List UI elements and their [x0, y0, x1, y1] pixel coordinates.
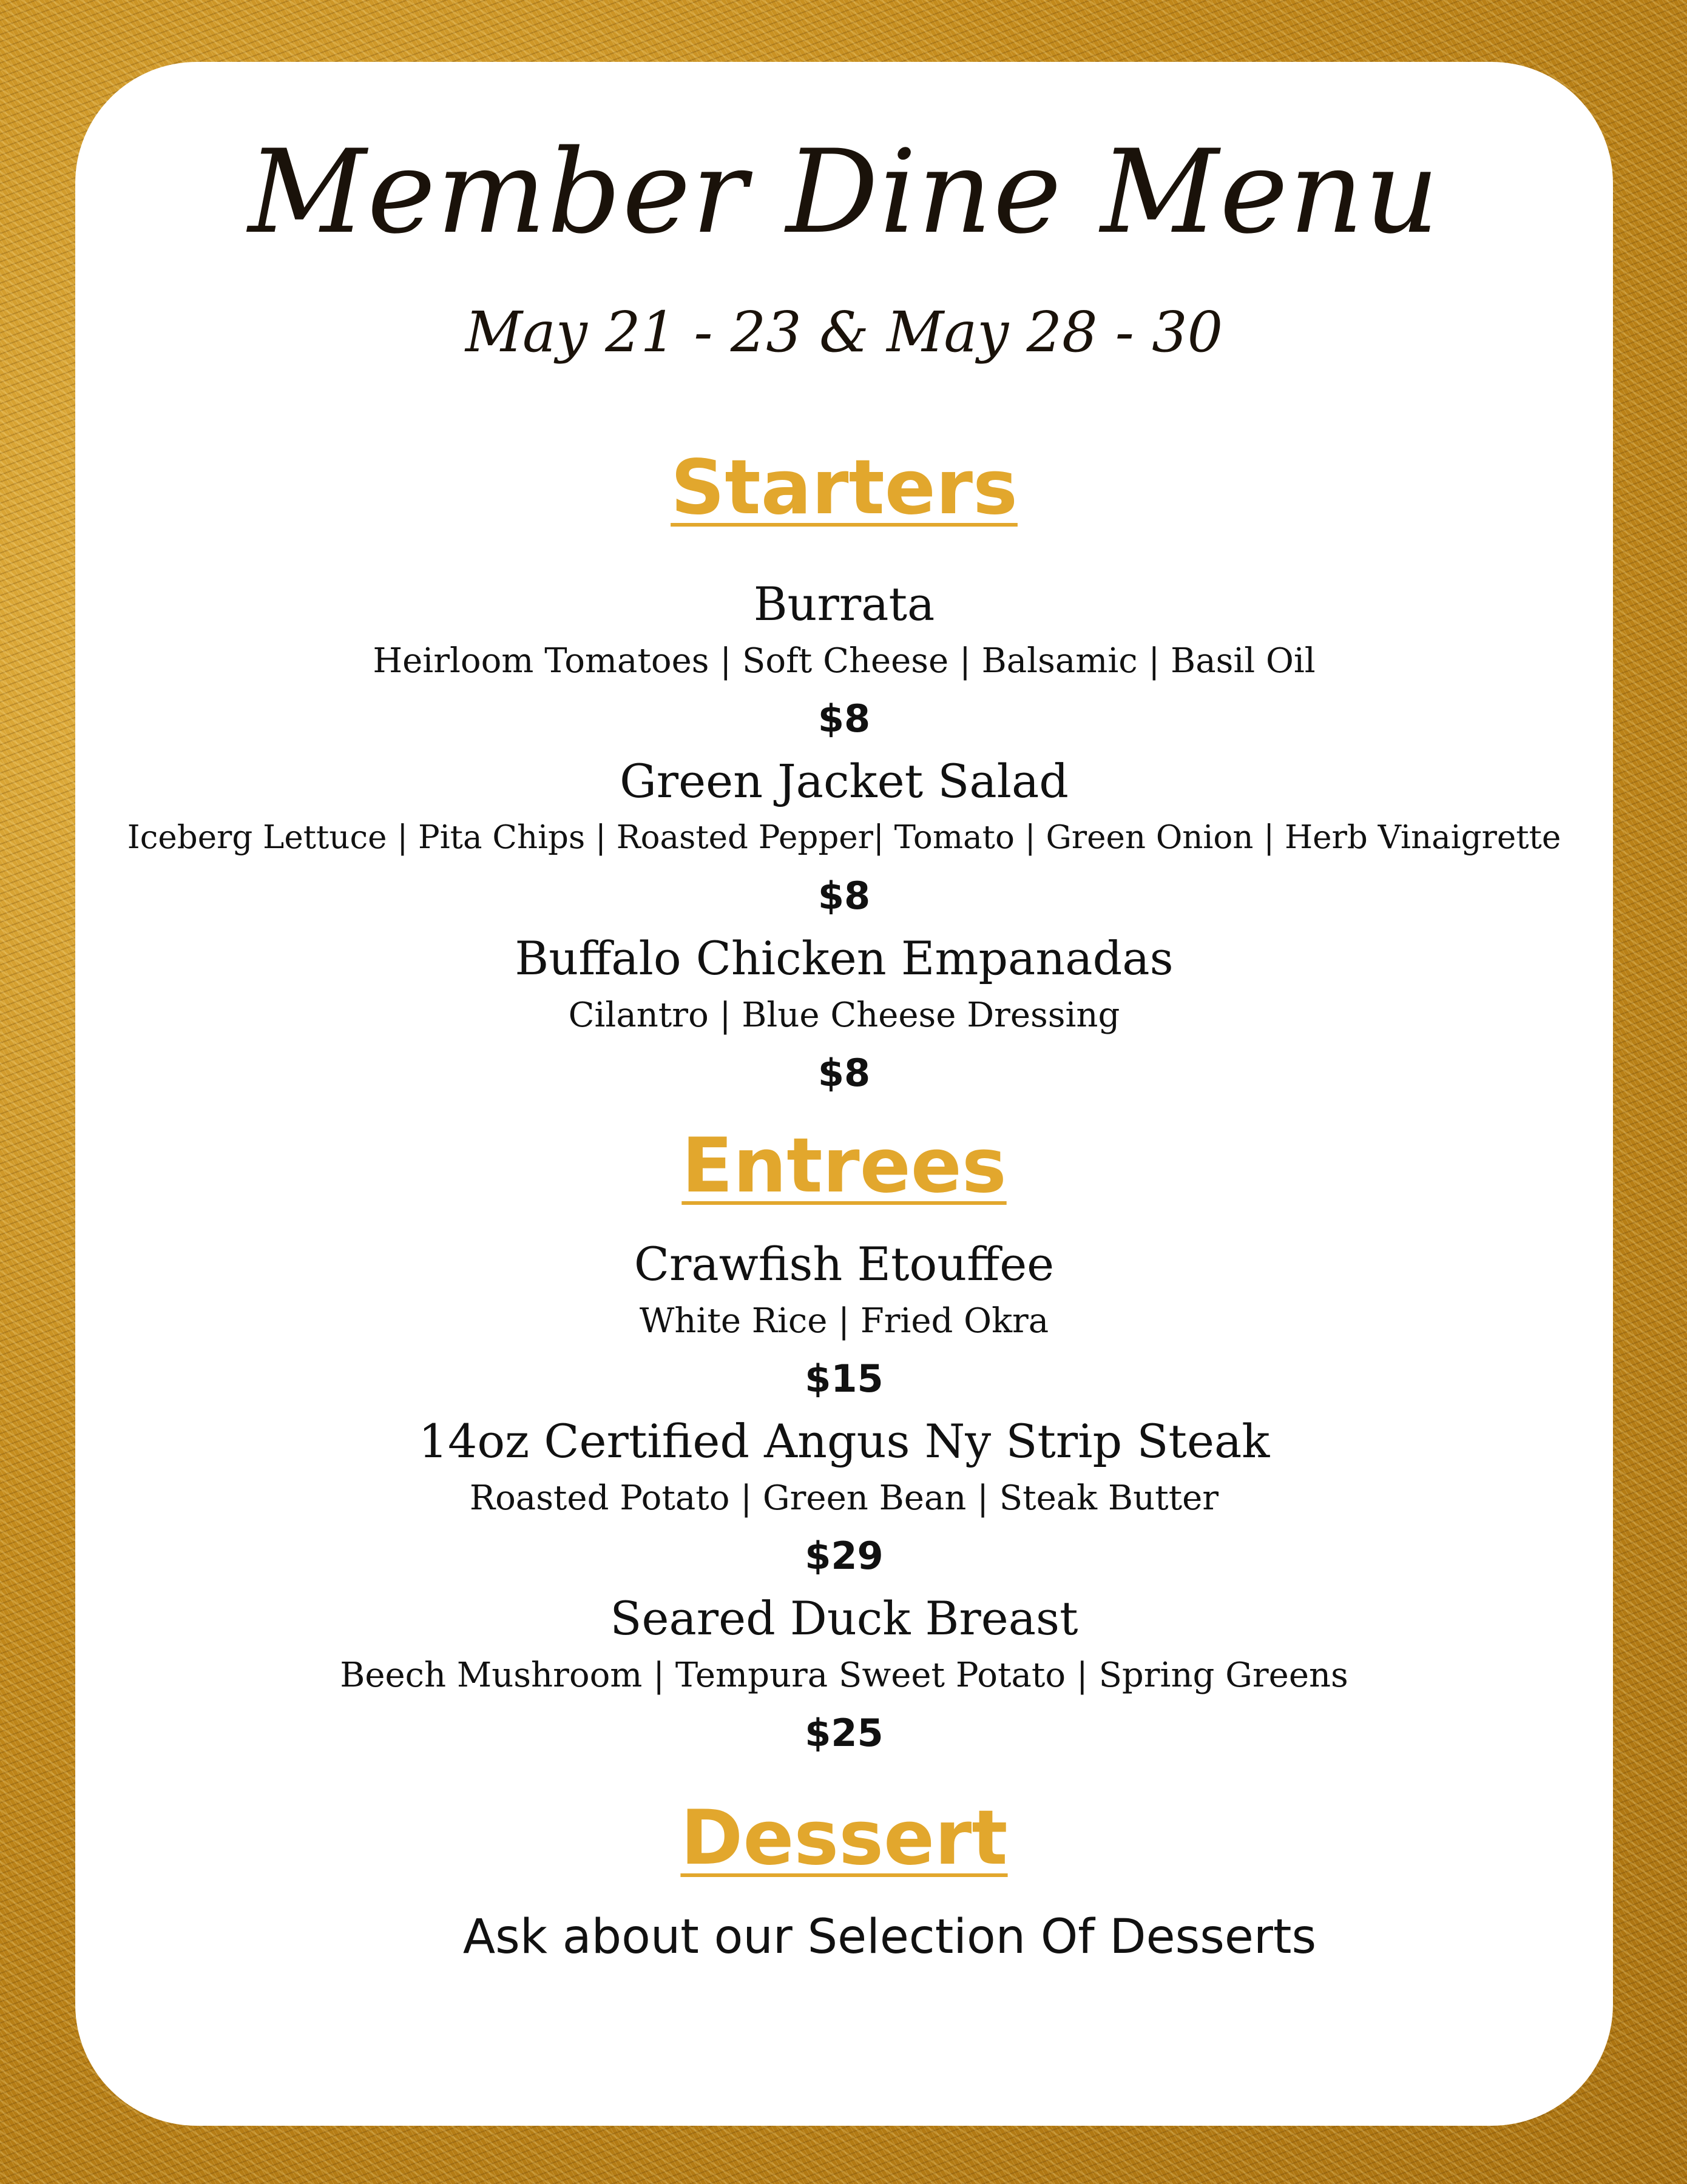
dish-description-crawfish-etouffee: White Rice | Fried Okra — [639, 1301, 1049, 1341]
menu-card — [75, 62, 1613, 2126]
section-heading-starters: Starters — [671, 444, 1018, 531]
menu-title: Member Dine Menu — [248, 125, 1441, 259]
dish-name-burrata: Burrata — [753, 577, 935, 631]
dish-description-seared-duck-breast: Beech Mushroom | Tempura Sweet Potato | Spring Greens — [340, 1656, 1348, 1695]
dish-name-buffalo-chicken-empanadas: Buffalo Chicken Empanadas — [515, 931, 1174, 985]
section-heading-entrees: Entrees — [681, 1122, 1007, 1210]
dish-name-ny-strip-steak: 14oz Certified Angus Ny Strip Steak — [418, 1414, 1270, 1468]
dish-price-burrata: $8 — [817, 696, 871, 741]
dish-price-seared-duck-breast: $25 — [805, 1711, 884, 1755]
dish-description-ny-strip-steak: Roasted Potato | Green Bean | Steak Butter — [469, 1478, 1219, 1518]
dish-description-buffalo-chicken-empanadas: Cilantro | Blue Cheese Dressing — [568, 996, 1120, 1035]
section-heading-dessert: Dessert — [680, 1795, 1008, 1882]
menu-dates: May 21 - 23 & May 28 - 30 — [465, 300, 1223, 365]
dish-price-ny-strip-steak: $29 — [805, 1534, 884, 1578]
dish-description-green-jacket-salad: Iceberg Lettuce | Pita Chips | Roasted Pepper| Tomato | Green Onion | Herb Vinaigrette — [127, 819, 1561, 856]
dish-price-crawfish-etouffee: $15 — [805, 1357, 884, 1401]
dish-name-green-jacket-salad: Green Jacket Salad — [620, 754, 1069, 808]
dish-description-burrata: Heirloom Tomatoes | Soft Cheese | Balsamic | Basil Oil — [373, 641, 1316, 681]
dessert-note: Ask about our Selection Of Desserts — [462, 1910, 1317, 1964]
dish-price-green-jacket-salad: $8 — [817, 874, 871, 918]
dish-name-seared-duck-breast: Seared Duck Breast — [610, 1591, 1078, 1645]
dish-name-crawfish-etouffee: Crawfish Etouffee — [634, 1237, 1055, 1291]
dish-price-buffalo-chicken-empanadas: $8 — [817, 1051, 871, 1095]
